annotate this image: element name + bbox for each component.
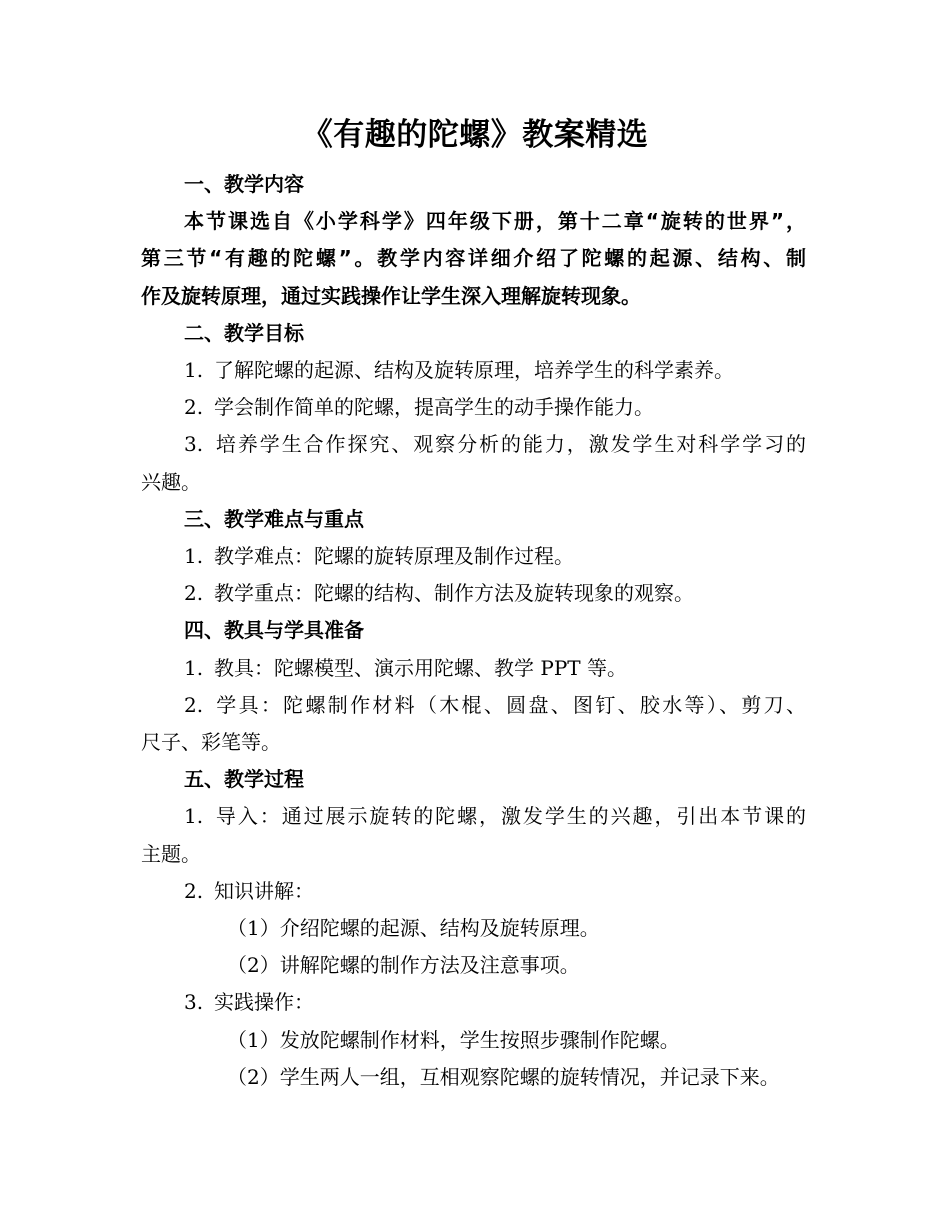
list-item xyxy=(141,798,806,835)
item-text: 学具：陀螺制作材料（木棍、圆盘、图钉、胶水等）、剪刀、 xyxy=(214,692,806,717)
section-heading-key-points: 三、教学难点与重点 xyxy=(184,506,364,531)
item-number: 2. xyxy=(184,395,204,420)
list-item xyxy=(141,389,806,426)
item-text: 了解陀螺的起源、结构及旋转原理，培养学生的科学素养。 xyxy=(214,358,734,383)
list-item xyxy=(141,352,806,389)
item-text: 学会制作简单的陀螺，提高学生的动手操作能力。 xyxy=(214,395,654,420)
paragraph-line: 本节课选自《小学科学》四年级下册，第十二章“旋转的世界”， xyxy=(184,209,806,234)
list-item xyxy=(141,538,806,575)
list-item xyxy=(141,575,806,612)
section-heading-process: 五、教学过程 xyxy=(184,767,304,792)
item-text: 导入：通过展示旋转的陀螺，激发学生的兴趣，引出本节课的 xyxy=(214,804,806,829)
item-number: 1. xyxy=(184,655,204,680)
section-heading-objectives: 二、教学目标 xyxy=(184,320,304,345)
item-number: 2. xyxy=(184,581,204,606)
item-number: 3. xyxy=(184,432,204,457)
item-number: 2. xyxy=(184,692,204,717)
list-item xyxy=(141,426,806,463)
item-number: 2. xyxy=(184,878,204,903)
item-text: 实践操作： xyxy=(214,990,314,1015)
list-item xyxy=(141,984,806,1021)
document-title: 《有趣的陀螺》教案精选 xyxy=(301,117,649,153)
item-text: 教学重点：陀螺的结构、制作方法及旋转现象的观察。 xyxy=(214,581,694,606)
sub-list-item: （2）讲解陀螺的制作方法及注意事项。 xyxy=(227,953,580,978)
item-text: 知识讲解： xyxy=(214,878,314,903)
list-item-continuation: 尺子、彩笔等。 xyxy=(141,730,281,755)
list-item xyxy=(141,650,806,687)
item-text: 教学难点：陀螺的旋转原理及制作过程。 xyxy=(214,544,574,569)
list-item xyxy=(141,873,806,910)
section-heading-content: 一、教学内容 xyxy=(184,172,304,196)
item-number: 1. xyxy=(184,544,204,569)
document-body xyxy=(141,166,806,1096)
item-number: 3. xyxy=(184,990,204,1015)
item-number: 1. xyxy=(184,358,204,383)
item-text: 培养学生合作探究、观察分析的能力，激发学生对科学学习的 xyxy=(214,432,806,457)
sub-list-item: （2）学生两人一组，互相观察陀螺的旋转情况，并记录下来。 xyxy=(227,1064,780,1089)
sub-list-item: （1）发放陀螺制作材料，学生按照步骤制作陀螺。 xyxy=(227,1027,680,1052)
list-item-continuation: 主题。 xyxy=(141,841,201,866)
item-text: 教具：陀螺模型、演示用陀螺、教学 PPT 等。 xyxy=(214,655,627,680)
item-number: 1. xyxy=(184,804,204,829)
section-heading-materials: 四、教具与学具准备 xyxy=(184,618,364,643)
paragraph-line: 作及旋转原理，通过实践操作让学生深入理解旋转现象。 xyxy=(141,283,641,308)
sub-list-item: （1）介绍陀螺的起源、结构及旋转原理。 xyxy=(227,916,600,941)
list-item-continuation: 兴趣。 xyxy=(141,469,201,494)
paragraph-line: 第三节“有趣的陀螺”。教学内容详细介绍了陀螺的起源、结构、制 xyxy=(141,246,806,271)
list-item xyxy=(141,687,806,724)
